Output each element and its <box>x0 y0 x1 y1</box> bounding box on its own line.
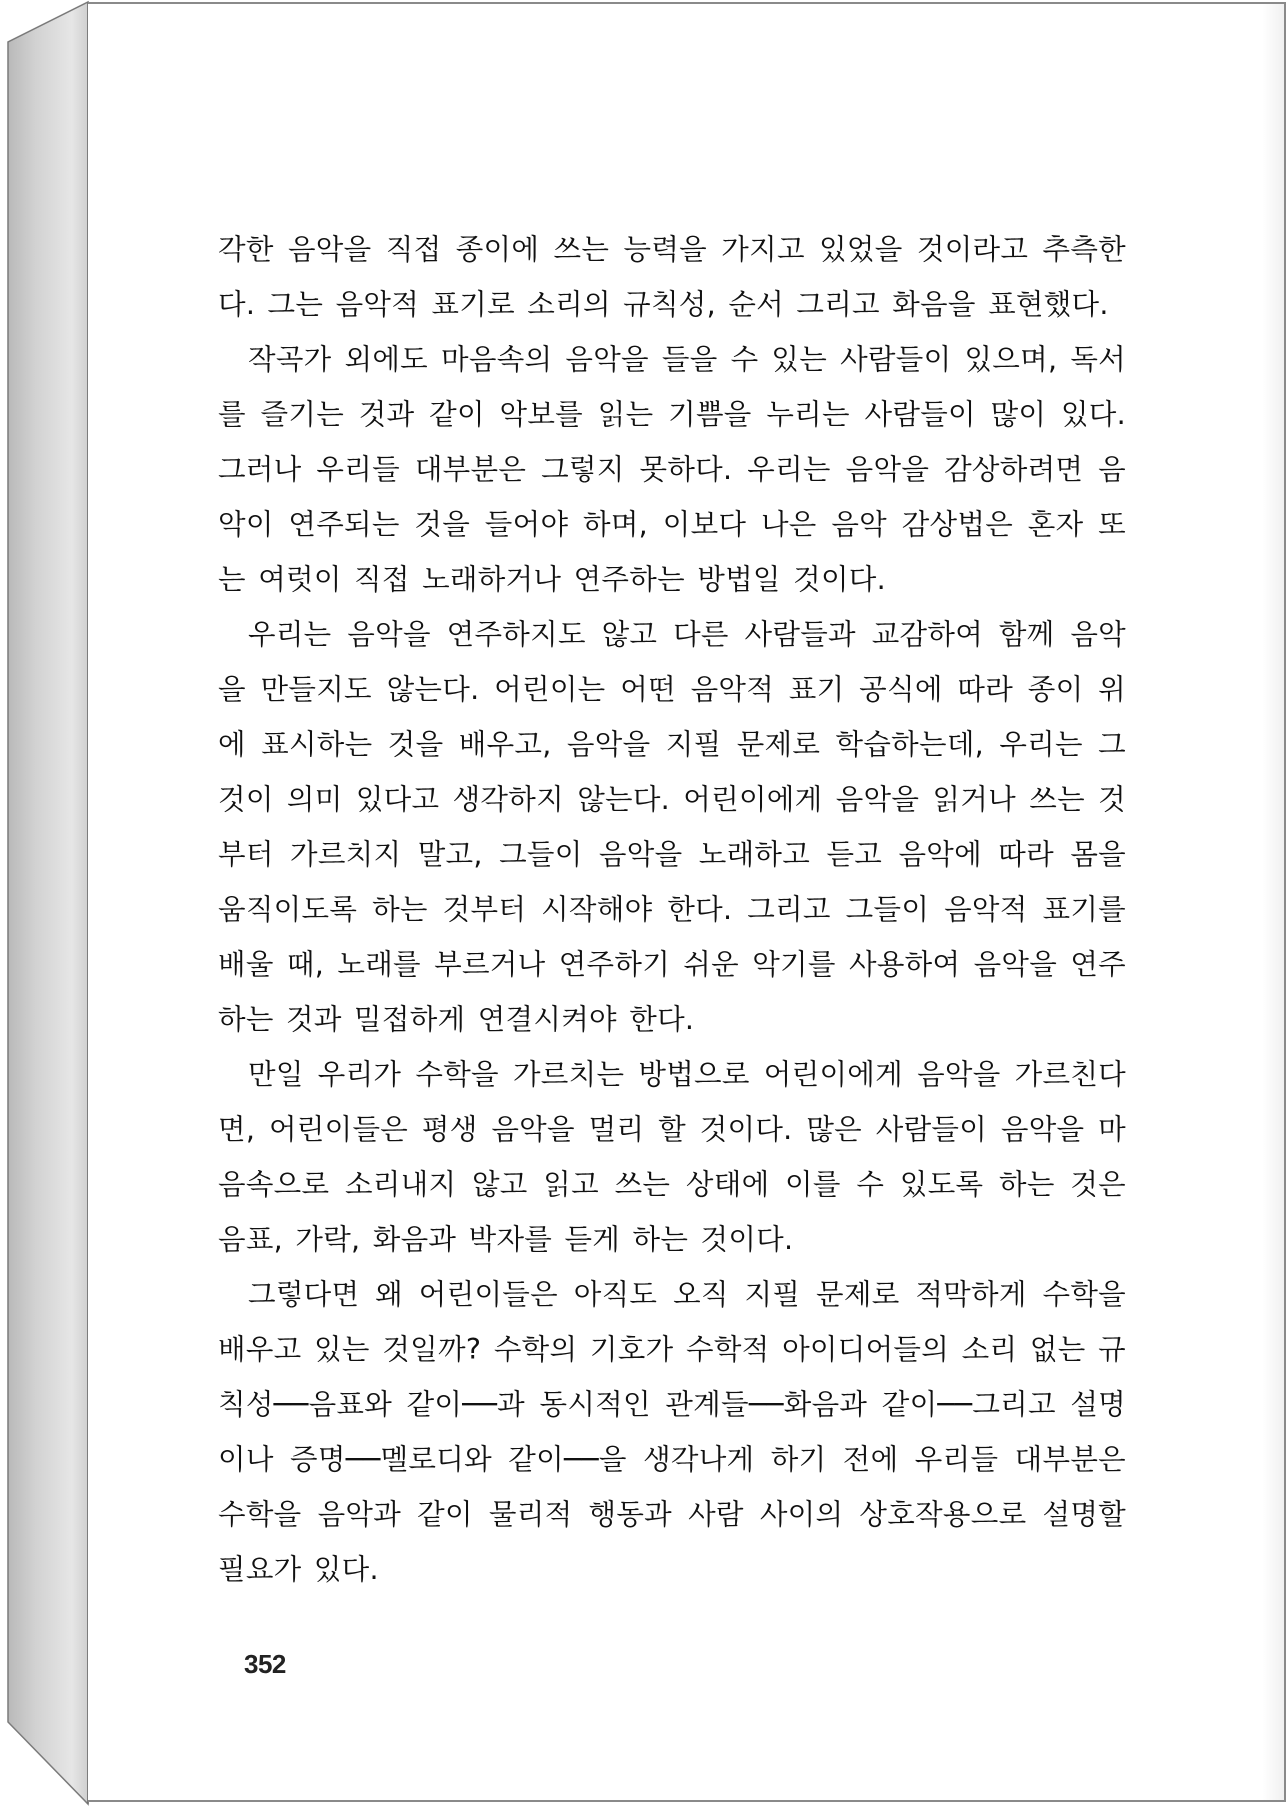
paragraph-2: 작곡가 외에도 마음속의 음악을 들을 수 있는 사람들이 있으며, 독서를 즐기는 것과 같이 악보를 읽는 기쁨을 누리는 사람들이 많이 있다. 그러나 우리들 대부분은 그렇지 못하다. 우리는 음악을 감상하려면 음악이 연주되는 것을 들어야 하며, 이보다 나은 음악 감상법은 혼자 또는 여럿이 직접 노래하거나 연주하는 방법일 것이다. <box>218 343 1126 596</box>
body-text <box>218 222 1126 1597</box>
paragraph-5: 그렇다면 왜 어린이들은 아직도 오직 지필 문제로 적막하게 수학을 배우고 있는 것일까? 수학의 기호가 수학적 아이디어들의 소리 없는 규칙성──음표와 같이──과 동시적인 관계들──화음과 같이──그리고 설명이나 증명──멜로디와 같이──을 생각나게 하기 전에 우리들 대부분은 수학을 음악과 같이 물리적 행동과 사람 사이의 상호작용으로 설명할 필요가 있다. <box>218 1278 1126 1586</box>
paragraph-3: 우리는 음악을 연주하지도 않고 다른 사람들과 교감하여 함께 음악을 만들지도 않는다. 어린이는 어떤 음악적 표기 공식에 따라 종이 위에 표시하는 것을 배우고, 음악을 지필 문제로 학습하는데, 우리는 그것이 의미 있다고 생각하지 않는다. 어린이에게 음악을 읽거나 쓰는 것부터 가르치지 말고, 그들이 음악을 노래하고 듣고 음악에 따라 몸을 움직이도록 하는 것부터 시작해야 한다. 그리고 그들이 음악적 표기를 배울 때, 노래를 부르거나 연주하기 쉬운 악기를 사용하여 음악을 연주하는 것과 밀접하게 연결시켜야 한다. <box>218 618 1126 1036</box>
page-shadow <box>1262 4 1284 1800</box>
page-number: 352 <box>244 1649 286 1679</box>
paragraph-4: 만일 우리가 수학을 가르치는 방법으로 어린이에게 음악을 가르친다면, 어린이들은 평생 음악을 멀리 할 것이다. 많은 사람들이 음악을 마음속으로 소리내지 않고 읽고 쓰는 상태에 이를 수 있도록 하는 것은 음표, 가락, 화음과 박자를 듣게 하는 것이다. <box>218 1058 1126 1256</box>
book-page <box>88 2 1286 1802</box>
paragraph-1: 각한 음악을 직접 종이에 쓰는 능력을 가지고 있었을 것이라고 추측한다. 그는 음악적 표기로 소리의 규칙성, 순서 그리고 화음을 표현했다. <box>218 233 1126 321</box>
book-spine-edge <box>2 0 92 1806</box>
